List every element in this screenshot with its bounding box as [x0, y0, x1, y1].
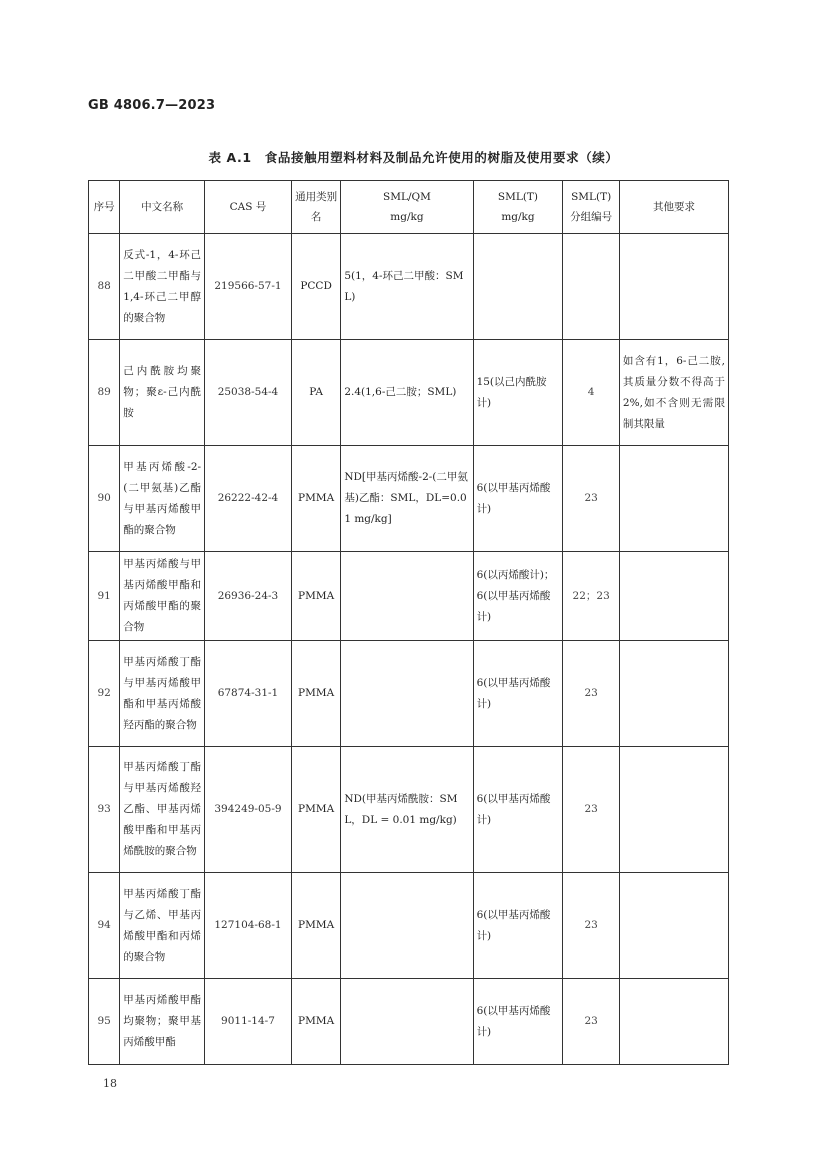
- cell-group: 4: [563, 340, 620, 446]
- cell-name: 甲基丙烯酸与甲基丙烯酸甲酯和丙烯酸甲酯的聚合物: [120, 552, 205, 641]
- cell-cas: 26222-42-4: [205, 446, 292, 552]
- cell-no: 91: [89, 552, 120, 641]
- cell-other: [619, 234, 728, 340]
- document-code: GB 4806.7—2023: [88, 98, 216, 113]
- cell-type: PMMA: [291, 747, 340, 873]
- header-sml-qm: [341, 181, 473, 234]
- header-cas: CAS 号: [205, 181, 292, 234]
- table-caption: 表 A.1 食品接触用塑料材料及制品允许使用的树脂及使用要求（续）: [208, 150, 619, 165]
- cell-name: 甲基丙烯酸丁酯与乙烯、甲基丙烯酸甲酯和丙烯的聚合物: [120, 873, 205, 979]
- header-sml-qm-unit: mg/kg: [390, 211, 424, 223]
- header-other: 其他要求: [619, 181, 728, 234]
- cell-type: PMMA: [291, 446, 340, 552]
- cell-no: 90: [89, 446, 120, 552]
- table-row: [89, 979, 729, 1065]
- table-row: [89, 873, 729, 979]
- cell-sml-qm: [341, 979, 473, 1065]
- cell-type: PMMA: [291, 979, 340, 1065]
- cell-no: 92: [89, 641, 120, 747]
- cell-type: PA: [291, 340, 340, 446]
- cell-sml-qm: ND(甲基丙烯酰胺：SML，DL = 0.01 mg/kg): [341, 747, 473, 873]
- cell-type: PCCD: [291, 234, 340, 340]
- cell-smlt: 6(以甲基丙烯酸计): [473, 873, 563, 979]
- cell-group: 22；23: [563, 552, 620, 641]
- cell-no: 88: [89, 234, 120, 340]
- table-header-row: [89, 181, 729, 234]
- cell-other: [619, 873, 728, 979]
- cell-group: 23: [563, 641, 620, 747]
- header-name: 中文名称: [120, 181, 205, 234]
- cell-smlt: 6(以甲基丙烯酸计): [473, 747, 563, 873]
- cell-smlt: 6(以甲基丙烯酸计): [473, 979, 563, 1065]
- cell-cas: 67874-31-1: [205, 641, 292, 747]
- header-smlt: [473, 181, 563, 234]
- cell-type: PMMA: [291, 873, 340, 979]
- cell-smlt: [473, 234, 563, 340]
- cell-sml-qm: [341, 552, 473, 641]
- table-row: [89, 641, 729, 747]
- cell-cas: 127104-68-1: [205, 873, 292, 979]
- cell-name: 甲基丙烯酸甲酯均聚物；聚甲基丙烯酸甲酯: [120, 979, 205, 1065]
- cell-type: PMMA: [291, 552, 340, 641]
- cell-group: 23: [563, 446, 620, 552]
- cell-name: 己内酰胺均聚物；聚ε-己内酰胺: [120, 340, 205, 446]
- cell-no: 95: [89, 979, 120, 1065]
- cell-name: 甲基丙烯酸丁酯与甲基丙烯酸甲酯和甲基丙烯酸羟丙酯的聚合物: [120, 641, 205, 747]
- cell-group: 23: [563, 873, 620, 979]
- cell-other: [619, 979, 728, 1065]
- cell-type: PMMA: [291, 641, 340, 747]
- page-number: 18: [103, 1077, 117, 1090]
- cell-group: 23: [563, 979, 620, 1065]
- cell-name: 甲基丙烯酸-2-(二甲氨基)乙酯与甲基丙烯酸甲酯的聚合物: [120, 446, 205, 552]
- cell-cas: 219566-57-1: [205, 234, 292, 340]
- header-smlt-unit: mg/kg: [501, 211, 535, 223]
- header-type: 通用类别名: [291, 181, 340, 234]
- cell-smlt: 6(以甲基丙烯酸计): [473, 641, 563, 747]
- cell-sml-qm: ND[甲基丙烯酸-2-(二甲氨基)乙酯：SML，DL=0.01 mg/kg]: [341, 446, 473, 552]
- cell-sml-qm: 2.4(1,6-己二胺；SML): [341, 340, 473, 446]
- cell-cas: 9011-14-7: [205, 979, 292, 1065]
- table-row: [89, 446, 729, 552]
- header-smlt-label: SML(T): [497, 191, 539, 203]
- header-no: 序号: [89, 181, 120, 234]
- table-row: [89, 234, 729, 340]
- cell-other: [619, 552, 728, 641]
- cell-name: 反式-1，4-环己二甲酸二甲酯与1,4-环己二甲醇的聚合物: [120, 234, 205, 340]
- cell-name: 甲基丙烯酸丁酯与甲基丙烯酸羟乙酯、甲基丙烯酸甲酯和甲基丙烯酰胺的聚合物: [120, 747, 205, 873]
- cell-no: 94: [89, 873, 120, 979]
- cell-other: [619, 641, 728, 747]
- cell-smlt: 6(以丙烯酸计)；6(以甲基丙烯酸计): [473, 552, 563, 641]
- header-sml-qm-label: SML/QM: [383, 191, 431, 203]
- cell-smlt: 6(以甲基丙烯酸计): [473, 446, 563, 552]
- cell-other: [619, 446, 728, 552]
- cell-cas: 394249-05-9: [205, 747, 292, 873]
- cell-group: [563, 234, 620, 340]
- cell-no: 89: [89, 340, 120, 446]
- cell-sml-qm: 5(1，4-环己二甲酸：SML): [341, 234, 473, 340]
- cell-cas: 26936-24-3: [205, 552, 292, 641]
- cell-sml-qm: [341, 873, 473, 979]
- cell-smlt: 15(以己内酰胺计): [473, 340, 563, 446]
- cell-group: 23: [563, 747, 620, 873]
- cell-other: [619, 747, 728, 873]
- header-group: SML(T)分组编号: [563, 181, 620, 234]
- cell-cas: 25038-54-4: [205, 340, 292, 446]
- table-row: [89, 552, 729, 641]
- cell-other: 如含有1，6-己二胺,其质量分数不得高于2%,如不含则无需限制其限量: [619, 340, 728, 446]
- cell-sml-qm: [341, 641, 473, 747]
- table-row: [89, 340, 729, 446]
- cell-no: 93: [89, 747, 120, 873]
- resin-requirements-table: [88, 180, 729, 1065]
- table-row: [89, 747, 729, 873]
